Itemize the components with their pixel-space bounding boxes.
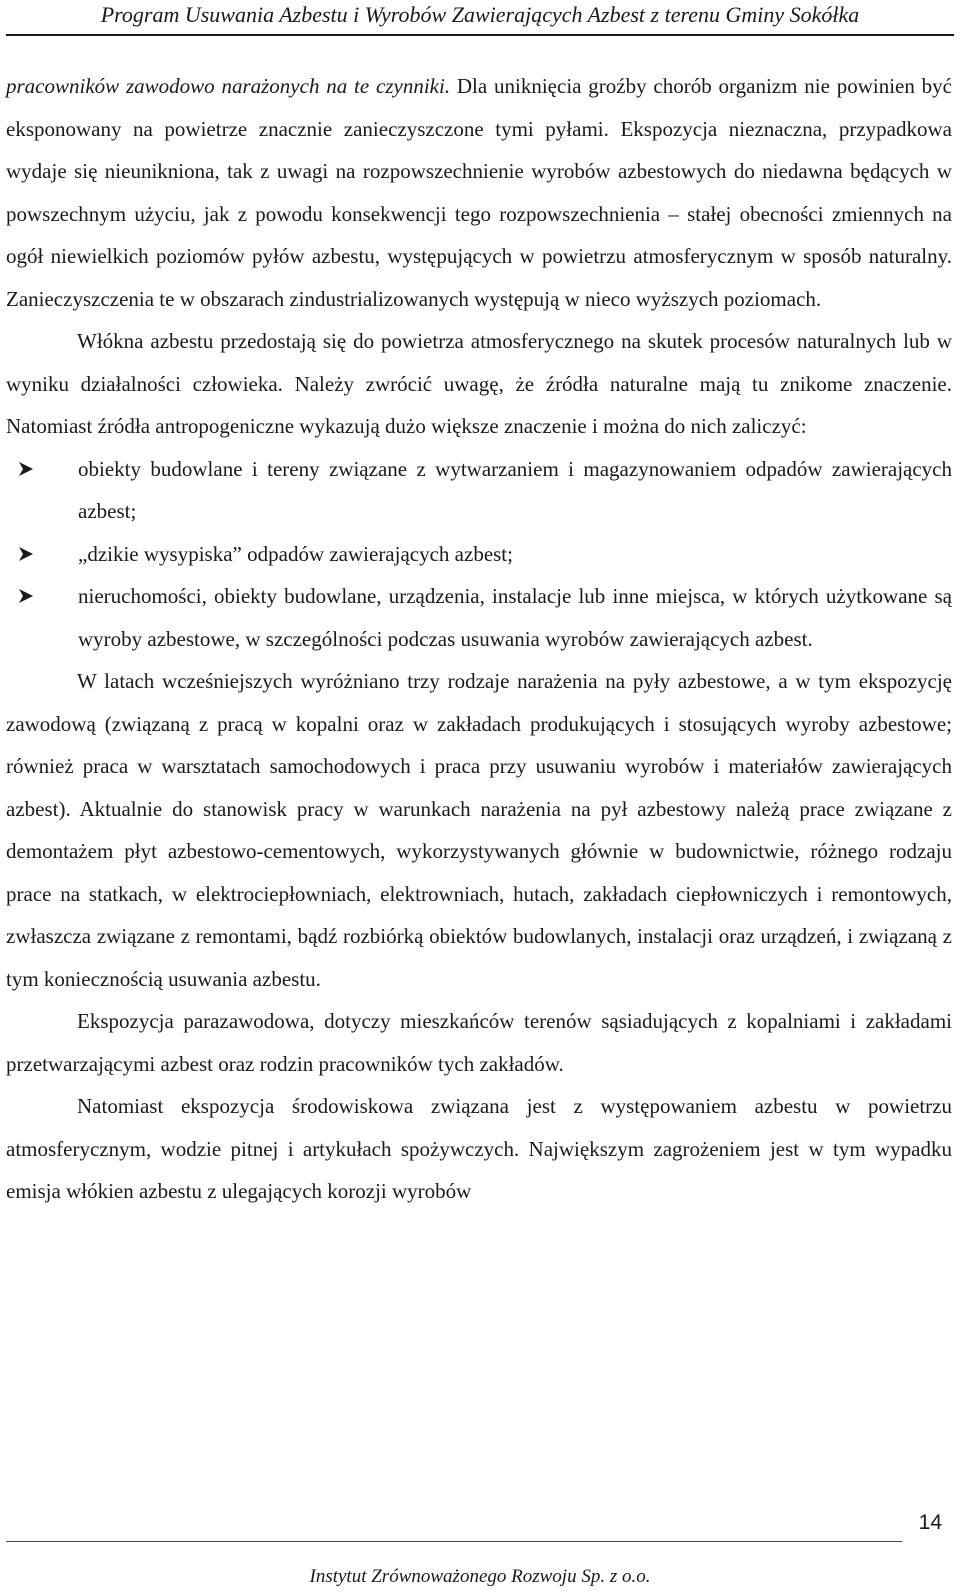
paragraph-4: Ekspozycja parazawodowa, dotyczy mieszkańców terenów sąsiadujących z kopalniami i zakładami przetwarzającymi azbest oraz rodzin pracowników tych zakładów. [6,1009,952,1076]
paragraph-2: Włókna azbestu przedostają się do powietrza atmosferycznego na skutek procesów naturalnych lub w wyniku działalności człowieka. Należy zwrócić uwagę, że źródła naturalne mają tu znikome znaczenie. Natomiast źródła antropogeniczne wykazują dużo większe znaczenie i można do nich zaliczyć: [6,329,952,438]
page-header [6,0,954,36]
paragraph-1-italic: pracowników zawodowo narażonych na te czynniki. [6,74,451,98]
list-item-text: obiekty budowlane i tereny związane z wytwarzaniem i magazynowaniem odpadów zawierających azbest; [78,456,952,523]
bullet-list [6,448,952,661]
list-item [6,533,952,576]
footer-divider [6,1541,902,1542]
document-body [6,65,952,1213]
arrowhead-bullet-icon [18,588,34,604]
paragraph-3: W latach wcześniejszych wyróżniano trzy rodzaje narażenia na pyły azbestowe, a w tym ekspozycję zawodową (związaną z pracą w kopalni oraz w zakładach produkujących i stosujących wyroby azbestowe; również praca w warsztatach samochodowych i praca przy usuwaniu wyrobów i materiałów zawierających azbest). Aktualnie do stanowisk pracy w warunkach narażenia na pył azbestowy należą prace związane z demontażem płyt azbestowo-cementowych, wykorzystywanych głównie w budownictwie, różnego rodzaju prace na statkach, w elektrociepłowniach, elektrowniach, hutach, zakładach ciepłowniczych i remontowych, zwłaszcza związane z remontami, bądź rozbiórką obiektów budowlanych, instalacji oraz urządzeń, i związaną z tym koniecznością usuwania azbestu. [6,669,952,991]
page-number: 14 [918,1511,942,1534]
list-item [6,448,952,533]
list-item [6,575,952,660]
paragraph-5: Natomiast ekspozycja środowiskowa związana jest z występowaniem azbestu w powietrzu atmosferycznym, wodzie pitnej i artykułach spożywczych. Największym zagrożeniem jest w tym wypadku emisja włókien azbestu z ulegających korozji wyrobów [6,1094,952,1203]
arrowhead-bullet-icon [18,461,34,477]
list-item-text: nieruchomości, obiekty budowlane, urządzenia, instalacje lub inne miejsca, w których użytkowane są wyroby azbestowe, w szczególności podczas usuwania wyrobów zawierających azbest. [78,584,952,651]
arrowhead-bullet-icon [18,546,34,562]
footer-institution: Instytut Zrównoważonego Rozwoju Sp. z o.o. [309,1566,651,1587]
header-title: Program Usuwania Azbestu i Wyrobów Zawierających Azbest z terenu Gminy Sokółka [100,2,860,27]
paragraph-1-text: Dla uniknięcia groźby chorób organizm nie powinien być eksponowany na powietrze znacznie zanieczyszczone tymi pyłami. Ekspozycja nieznaczna, przypadkowa wydaje się nieunikniona, tak z uwagi na rozpowszechnienie wyrobów azbestowych do niedawna będących w powszechnym użyciu, jak z powodu konsekwencji tego rozpowszechnienia – stałej obecności zmiennych na ogół niewielkich poziomów pyłów azbestu, występujących w powietrzu atmosferycznym w sposób naturalny. Zanieczyszczenia te w obszarach zindustrializowanych występują w nieco wyższych poziomach. [6,74,952,311]
list-item-text: „dzikie wysypiska” odpadów zawierających azbest; [78,541,513,566]
paragraph-1 [6,65,952,320]
